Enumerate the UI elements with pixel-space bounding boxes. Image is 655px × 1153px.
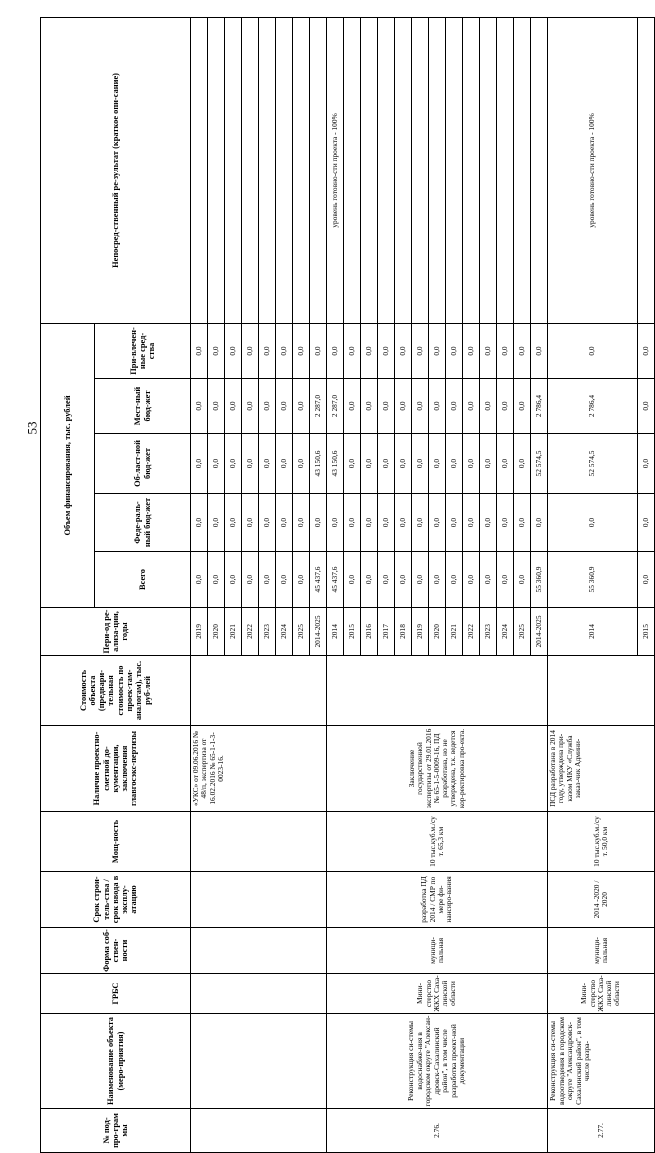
result-cell (378, 17, 395, 323)
federal-cell: 0,0 (191, 494, 208, 552)
regional-cell: 52 574,5 (548, 434, 638, 494)
period-cell: 2014 (548, 608, 638, 656)
period-cell: 2021 (225, 608, 242, 656)
total-cell: 55 360,9 (548, 552, 638, 608)
result-cell (191, 17, 208, 323)
other-cell: 0,0 (514, 323, 531, 378)
period-cell: 2024 (276, 608, 293, 656)
local-cell: 0,0 (497, 379, 514, 434)
other-cell: 0,0 (344, 323, 361, 378)
regional-cell: 0,0 (446, 434, 463, 494)
federal-cell: 0,0 (429, 494, 446, 552)
period-cell: 2019 (191, 608, 208, 656)
item-form: муници-пальная (548, 928, 655, 974)
local-cell: 0,0 (242, 379, 259, 434)
result-cell (480, 17, 497, 323)
period-cell: 2023 (480, 608, 497, 656)
item-num: 2.76. (327, 1109, 548, 1153)
federal-cell: 0,0 (327, 494, 344, 552)
total-cell: 0,0 (412, 552, 429, 608)
federal-cell: 0,0 (208, 494, 225, 552)
federal-cell: 0,0 (638, 494, 655, 552)
local-cell: 2 287,0 (327, 379, 344, 434)
other-cell: 0,0 (412, 323, 429, 378)
federal-cell: 0,0 (361, 494, 378, 552)
header-form: Форма соб-ствен-ности (41, 928, 191, 974)
result-cell (395, 17, 412, 323)
header-local: Мест-ный бюд-жет (95, 379, 191, 434)
prev-grbs (191, 974, 327, 1014)
header-result: Непосред-ственный ре-зультат (краткое опи-сание) (41, 17, 191, 323)
other-cell: 0,0 (548, 323, 638, 378)
result-cell (259, 17, 276, 323)
result-cell (531, 17, 548, 323)
item-grbs: Мини-стерство ЖКХ Саха-линской области (548, 974, 655, 1014)
regional-cell: 0,0 (242, 434, 259, 494)
period-cell: 2024 (497, 608, 514, 656)
regional-cell: 43 150,6 (310, 434, 327, 494)
other-cell: 0,0 (225, 323, 242, 378)
period-cell: 2017 (378, 608, 395, 656)
other-cell: 0,0 (480, 323, 497, 378)
total-cell: 0,0 (480, 552, 497, 608)
other-cell: 0,0 (395, 323, 412, 378)
total-cell: 0,0 (191, 552, 208, 608)
total-cell: 45 437,6 (310, 552, 327, 608)
result-cell (361, 17, 378, 323)
result-cell: уровень готовно-сти проекта - 100% (548, 17, 638, 323)
federal-cell: 0,0 (412, 494, 429, 552)
item-name: Реконструкция си-стемы водоснабже-ния в городском округе "Алексан-дровск-Сахалинский район", в том числе разработка проект-ной документации (327, 1014, 548, 1109)
rotated-table-wrapper (40, 18, 650, 1153)
local-cell: 0,0 (191, 379, 208, 434)
local-cell: 0,0 (429, 379, 446, 434)
financing-table (40, 17, 655, 1153)
period-cell: 2014-2025 (310, 608, 327, 656)
header-total: Всего (95, 552, 191, 608)
local-cell: 0,0 (293, 379, 310, 434)
page-number: 53 (24, 421, 40, 435)
other-cell: 0,0 (497, 323, 514, 378)
local-cell: 2 786,4 (548, 379, 638, 434)
local-cell: 0,0 (412, 379, 429, 434)
header-psd: Наличие проектно-сметной до-кументации, заключения главгосэкс-пертизы (41, 726, 191, 812)
regional-cell: 0,0 (429, 434, 446, 494)
other-cell: 0,0 (259, 323, 276, 378)
other-cell: 0,0 (463, 323, 480, 378)
federal-cell: 0,0 (514, 494, 531, 552)
header-federal: Феде-раль-ный бюд-жет (95, 494, 191, 552)
local-cell: 2 786,4 (531, 379, 548, 434)
result-cell: уровень готовно-сти проекта - 100% (327, 17, 344, 323)
regional-cell: 0,0 (225, 434, 242, 494)
other-cell: 0,0 (361, 323, 378, 378)
header-other: При-влечен-ные сред-ства (95, 323, 191, 378)
federal-cell: 0,0 (225, 494, 242, 552)
regional-cell: 0,0 (412, 434, 429, 494)
total-cell: 0,0 (293, 552, 310, 608)
other-cell: 0,0 (191, 323, 208, 378)
regional-cell: 0,0 (276, 434, 293, 494)
total-cell: 0,0 (446, 552, 463, 608)
period-cell: 2025 (293, 608, 310, 656)
period-cell: 2020 (208, 608, 225, 656)
item-term: 2014 -2020 / 2020 (548, 872, 655, 928)
result-cell (208, 17, 225, 323)
period-cell: 2022 (463, 608, 480, 656)
result-cell (293, 17, 310, 323)
federal-cell: 0,0 (378, 494, 395, 552)
period-cell: 2014-2025 (531, 608, 548, 656)
other-cell: 0,0 (429, 323, 446, 378)
header-period: Пери-од ре-ализа-ции, годы (41, 608, 191, 656)
result-cell (225, 17, 242, 323)
period-cell: 2022 (242, 608, 259, 656)
result-cell (463, 17, 480, 323)
item-term: разработка ПД 2014 / СМР по мере фи-нансиро-вания (327, 872, 548, 928)
local-cell: 0,0 (259, 379, 276, 434)
header-name: Наименование объекта (меро-приятия) (41, 1014, 191, 1109)
local-cell: 0,0 (225, 379, 242, 434)
other-cell: 0,0 (242, 323, 259, 378)
regional-cell: 43 150,6 (327, 434, 344, 494)
regional-cell: 0,0 (378, 434, 395, 494)
regional-cell: 52 574,5 (531, 434, 548, 494)
item-cost (327, 656, 548, 726)
other-cell: 0,0 (378, 323, 395, 378)
local-cell: 0,0 (276, 379, 293, 434)
total-cell: 0,0 (463, 552, 480, 608)
result-cell (276, 17, 293, 323)
item-psd: Заключение государственной экспертизы от 29.01.2016 № 65-1-5-0009-16, ПД разработана, но не утверждена, т.к. ведется кор-ректировка про-екта. (327, 726, 548, 812)
period-cell: 2021 (446, 608, 463, 656)
regional-cell: 0,0 (361, 434, 378, 494)
federal-cell: 0,0 (497, 494, 514, 552)
header-cost: Стоимость объекта (предвари-тельная стоимость по проек-там-аналогам), тыс. руб-лей (41, 656, 191, 726)
period-cell: 2019 (412, 608, 429, 656)
period-cell: 2014 (327, 608, 344, 656)
other-cell: 0,0 (638, 323, 655, 378)
other-cell: 0,0 (531, 323, 548, 378)
other-cell: 0,0 (310, 323, 327, 378)
period-cell: 2023 (259, 608, 276, 656)
federal-cell: 0,0 (480, 494, 497, 552)
local-cell: 0,0 (514, 379, 531, 434)
total-cell: 0,0 (344, 552, 361, 608)
prev-num (191, 1109, 327, 1153)
header-num: № под-про-грам мы (41, 1109, 191, 1153)
federal-cell: 0,0 (242, 494, 259, 552)
local-cell: 0,0 (208, 379, 225, 434)
local-cell: 0,0 (378, 379, 395, 434)
total-cell: 0,0 (208, 552, 225, 608)
item-grbs: Мини-стерство ЖКХ Саха-линской области (327, 974, 548, 1014)
regional-cell: 0,0 (191, 434, 208, 494)
regional-cell: 0,0 (638, 434, 655, 494)
regional-cell: 0,0 (497, 434, 514, 494)
header-grbs: ГРБС (41, 974, 191, 1014)
period-cell: 2016 (361, 608, 378, 656)
local-cell: 2 287,0 (310, 379, 327, 434)
period-cell: 2015 (638, 608, 655, 656)
prev-form (191, 928, 327, 974)
regional-cell: 0,0 (344, 434, 361, 494)
prev-capacity (191, 812, 327, 872)
regional-cell: 0,0 (395, 434, 412, 494)
total-cell: 0,0 (225, 552, 242, 608)
local-cell: 0,0 (463, 379, 480, 434)
result-cell (310, 17, 327, 323)
item-name: Реконструкция си-стемы водоотведения в городском округе "Александровск-Сахалинский район", в том числе разра- (548, 1014, 655, 1109)
other-cell: 0,0 (293, 323, 310, 378)
prev-cost (191, 656, 327, 726)
other-cell: 0,0 (276, 323, 293, 378)
local-cell: 0,0 (480, 379, 497, 434)
federal-cell: 0,0 (344, 494, 361, 552)
total-cell: 55 360,9 (531, 552, 548, 608)
other-cell: 0,0 (446, 323, 463, 378)
federal-cell: 0,0 (259, 494, 276, 552)
header-regional: Об-ласт-ной бюд-жет (95, 434, 191, 494)
result-cell (514, 17, 531, 323)
total-cell: 0,0 (242, 552, 259, 608)
period-cell: 2020 (429, 608, 446, 656)
regional-cell: 0,0 (259, 434, 276, 494)
item-psd: ПСД разработана в 2014 году, утверждена при-казом МКУ «Служба заказ-чик Админи- (548, 726, 655, 812)
result-cell (429, 17, 446, 323)
regional-cell: 0,0 (463, 434, 480, 494)
result-cell (344, 17, 361, 323)
regional-cell: 0,0 (293, 434, 310, 494)
total-cell: 0,0 (497, 552, 514, 608)
result-cell (412, 17, 429, 323)
total-cell: 0,0 (638, 552, 655, 608)
result-cell (242, 17, 259, 323)
federal-cell: 0,0 (293, 494, 310, 552)
regional-cell: 0,0 (514, 434, 531, 494)
regional-cell: 0,0 (480, 434, 497, 494)
federal-cell: 0,0 (276, 494, 293, 552)
total-cell: 0,0 (395, 552, 412, 608)
local-cell: 0,0 (344, 379, 361, 434)
header-funding: Объем финансирования, тыс. рублей (41, 323, 95, 607)
period-cell: 2025 (514, 608, 531, 656)
federal-cell: 0,0 (310, 494, 327, 552)
federal-cell: 0,0 (463, 494, 480, 552)
total-cell: 0,0 (259, 552, 276, 608)
total-cell: 0,0 (378, 552, 395, 608)
total-cell: 0,0 (361, 552, 378, 608)
total-cell: 45 437,6 (327, 552, 344, 608)
local-cell: 0,0 (446, 379, 463, 434)
local-cell: 0,0 (638, 379, 655, 434)
prev-term (191, 872, 327, 928)
header-term: Срок строи-тель-ства / срок ввода в эксплу-атацию (41, 872, 191, 928)
total-cell: 0,0 (276, 552, 293, 608)
total-cell: 0,0 (429, 552, 446, 608)
result-cell (446, 17, 463, 323)
prev-name (191, 1014, 327, 1109)
total-cell: 0,0 (514, 552, 531, 608)
result-cell (638, 17, 655, 323)
regional-cell: 0,0 (208, 434, 225, 494)
item-form: муници-пальная (327, 928, 548, 974)
federal-cell: 0,0 (395, 494, 412, 552)
result-cell (497, 17, 514, 323)
period-cell: 2018 (395, 608, 412, 656)
federal-cell: 0,0 (446, 494, 463, 552)
federal-cell: 0,0 (531, 494, 548, 552)
prev-psd: «УКС» от 09.06.2016 № 48/п, экспертиза от 16.02.2016 № 65-1-1-3-0023-16. (191, 726, 327, 812)
period-cell: 2015 (344, 608, 361, 656)
item-capacity: 10 тыс.куб.м./су т. 50,0 км (548, 812, 655, 872)
item-num: 2.77. (548, 1109, 655, 1153)
item-capacity: 10 тыс.куб.м./су т. 65,3 км (327, 812, 548, 872)
other-cell: 0,0 (208, 323, 225, 378)
local-cell: 0,0 (395, 379, 412, 434)
local-cell: 0,0 (361, 379, 378, 434)
header-capacity: Мощ-ность (41, 812, 191, 872)
federal-cell: 0,0 (548, 494, 638, 552)
other-cell: 0,0 (327, 323, 344, 378)
item-cost (548, 656, 655, 726)
